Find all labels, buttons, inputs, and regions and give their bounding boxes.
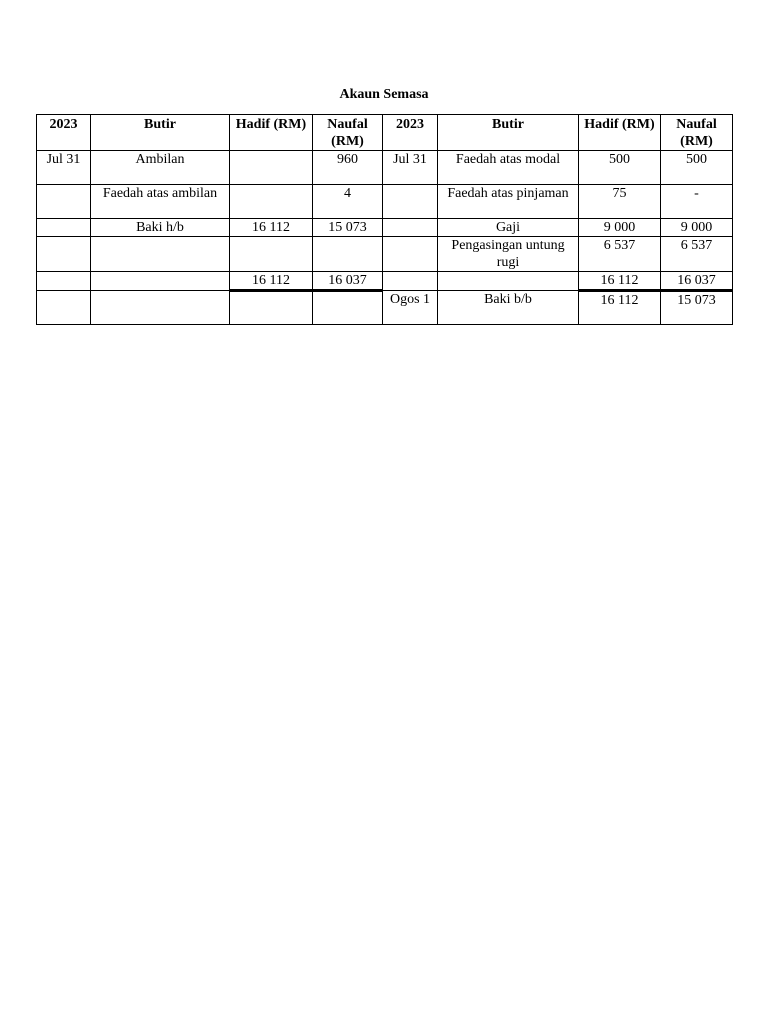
- cell-butir-right: Faedah atas modal: [438, 151, 579, 185]
- header-butir-left: Butir: [91, 115, 230, 151]
- cell-naufal-left: 960: [313, 151, 383, 185]
- cell-date-right: [383, 237, 438, 272]
- cell-date-left: [37, 185, 91, 219]
- header-naufal-right: Naufal (RM): [661, 115, 733, 151]
- current-account-table: [36, 114, 733, 325]
- header-year-left: 2023: [37, 115, 91, 151]
- cell-hadif-left: [230, 151, 313, 185]
- header-hadif-right: Hadif (RM): [579, 115, 661, 151]
- totals-row: [37, 272, 733, 291]
- document-title: Akaun Semasa: [339, 87, 429, 102]
- cell-date-right: [383, 219, 438, 237]
- cell-date-left: [37, 219, 91, 237]
- header-naufal-left: Naufal (RM): [313, 115, 383, 151]
- cell-date-right: [383, 272, 438, 291]
- cell-hadif-right: 9 000: [579, 219, 661, 237]
- cell-naufal-left: [313, 291, 383, 325]
- cell-hadif-left: 16 112: [230, 219, 313, 237]
- total-naufal-left: 16 037: [313, 272, 383, 291]
- total-hadif-left: 16 112: [230, 272, 313, 291]
- cell-butir-left: Faedah atas ambilan: [91, 185, 230, 219]
- cell-date-left: [37, 291, 91, 325]
- cell-naufal-left: 4: [313, 185, 383, 219]
- cell-butir-left: [91, 291, 230, 325]
- header-hadif-left: Hadif (RM): [230, 115, 313, 151]
- cell-naufal-right: 15 073: [661, 291, 733, 325]
- cell-hadif-left: [230, 237, 313, 272]
- cell-date-left: Jul 31: [37, 151, 91, 185]
- cell-naufal-left: 15 073: [313, 219, 383, 237]
- cell-hadif-left: [230, 291, 313, 325]
- cell-naufal-right: -: [661, 185, 733, 219]
- cell-butir-right: [438, 272, 579, 291]
- cell-butir-left: Ambilan: [91, 151, 230, 185]
- header-butir-right: Butir: [438, 115, 579, 151]
- cell-naufal-right: 500: [661, 151, 733, 185]
- table-row: [37, 237, 733, 272]
- cell-hadif-right: 500: [579, 151, 661, 185]
- cell-hadif-left: [230, 185, 313, 219]
- cell-naufal-left: [313, 237, 383, 272]
- cell-hadif-right: 6 537: [579, 237, 661, 272]
- cell-butir-left: [91, 237, 230, 272]
- table-row: [37, 151, 733, 185]
- cell-date-left: [37, 272, 91, 291]
- cell-naufal-right: 9 000: [661, 219, 733, 237]
- cell-butir-right: Faedah atas pinjaman: [438, 185, 579, 219]
- table-row: [37, 291, 733, 325]
- cell-naufal-right: 6 537: [661, 237, 733, 272]
- cell-butir-left: [91, 272, 230, 291]
- total-naufal-right: 16 037: [661, 272, 733, 291]
- cell-date-left: [37, 237, 91, 272]
- cell-hadif-right: 16 112: [579, 291, 661, 325]
- cell-date-right: Jul 31: [383, 151, 438, 185]
- total-hadif-right: 16 112: [579, 272, 661, 291]
- cell-date-right: [383, 185, 438, 219]
- header-row: [37, 115, 733, 151]
- cell-date-right: Ogos 1: [383, 291, 438, 325]
- header-year-right: 2023: [383, 115, 438, 151]
- table-row: [37, 219, 733, 237]
- table-row: [37, 185, 733, 219]
- cell-butir-left: Baki h/b: [91, 219, 230, 237]
- cell-hadif-right: 75: [579, 185, 661, 219]
- cell-butir-right: Pengasingan untung rugi: [438, 237, 579, 272]
- cell-butir-right: Baki b/b: [438, 291, 579, 325]
- cell-butir-right: Gaji: [438, 219, 579, 237]
